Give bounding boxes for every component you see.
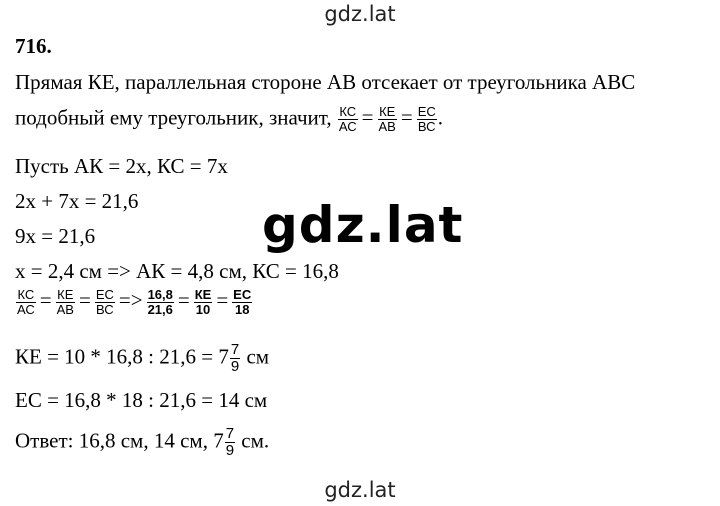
ratio-line-2 [15, 288, 253, 317]
ratio2-frac-3 [95, 288, 115, 317]
ratio2-n3: ЕС [95, 287, 114, 302]
ke-unit: см [241, 344, 270, 369]
ratio1-n2: КЕ [379, 104, 396, 119]
ke-frac-d: 9 [230, 358, 240, 375]
ratio2-n1: КС [17, 287, 35, 302]
ke-frac-n: 7 [230, 341, 240, 358]
equals-sign: = [78, 288, 91, 313]
equation-1: 2х + 7х = 21,6 [15, 189, 139, 213]
let-line: Пусть АК = 2х, КС = 7х [15, 154, 228, 178]
ratio2-n2: КЕ [57, 287, 74, 302]
intro-line-2 [15, 105, 443, 134]
watermark-bottom: gdz.lat [324, 478, 396, 502]
ratio1-d3: ВС [417, 119, 436, 134]
intro-line-1: Прямая КЕ, параллельная стороне АВ отсекает от треугольника АВС [15, 70, 636, 94]
watermark-center: gdz.lat [262, 196, 464, 254]
equation-2: 9х = 21,6 [15, 224, 96, 248]
ratio1-frac-kc-ac [338, 105, 358, 134]
ratio2-n6: ЕС [233, 287, 252, 302]
ratio2-d5: 10 [195, 302, 211, 317]
ratio2-frac-4 [147, 288, 174, 317]
answer-line [15, 426, 269, 459]
implies-arrow: => [118, 288, 143, 313]
answer-unit: см. [236, 428, 270, 453]
ratio1-d2: АВ [378, 119, 396, 134]
ratio2-frac-1 [16, 288, 36, 317]
equals-sign: = [400, 105, 413, 130]
ratio1-n1: КС [339, 104, 357, 119]
ratio2-frac-5 [194, 288, 213, 317]
ratio1-end: . [437, 105, 444, 130]
answer-frac-n: 7 [225, 425, 235, 442]
problem-number: 716. [15, 34, 52, 58]
equals-sign: = [177, 288, 190, 313]
ratio2-frac-6 [232, 288, 252, 317]
ec-line: ЕС = 16,8 * 18 : 21,6 = 14 см [15, 388, 268, 412]
equals-sign: = [361, 105, 374, 130]
ratio2-frac-2 [56, 288, 75, 317]
intro-line-2-text: подобный ему треугольник, значит, [15, 105, 332, 130]
answer-text: Ответ: 16,8 см, 14 см, 7 [15, 428, 224, 453]
ratio2-d3: ВС [96, 302, 114, 317]
ke-line-text: КЕ = 10 * 16,8 : 21,6 = 7 [15, 344, 229, 369]
ratio2-d1: АС [17, 302, 35, 317]
ratio2-d4: 21,6 [147, 302, 173, 317]
ratio1-d1: АС [338, 119, 357, 134]
equals-sign: = [39, 288, 52, 313]
ke-line [15, 342, 269, 375]
ke-mixed-fraction [230, 342, 240, 375]
equals-sign: = [216, 288, 229, 313]
ratio1-n3: ЕС [417, 104, 436, 119]
ratio1-frac-ke-ab [378, 105, 397, 134]
watermark-top: gdz.lat [324, 2, 396, 26]
ratio2-d6: 18 [234, 302, 250, 317]
equation-3: х = 2,4 см => АК = 4,8 см, КС = 16,8 [15, 259, 339, 283]
ratio1-frac-ec-bc [417, 105, 437, 134]
answer-mixed-fraction [225, 426, 235, 459]
answer-frac-d: 9 [225, 442, 235, 459]
ratio2-n5: КЕ [194, 287, 212, 302]
ratio2-d2: АВ [56, 302, 74, 317]
ratio2-n4: 16,8 [147, 287, 173, 302]
